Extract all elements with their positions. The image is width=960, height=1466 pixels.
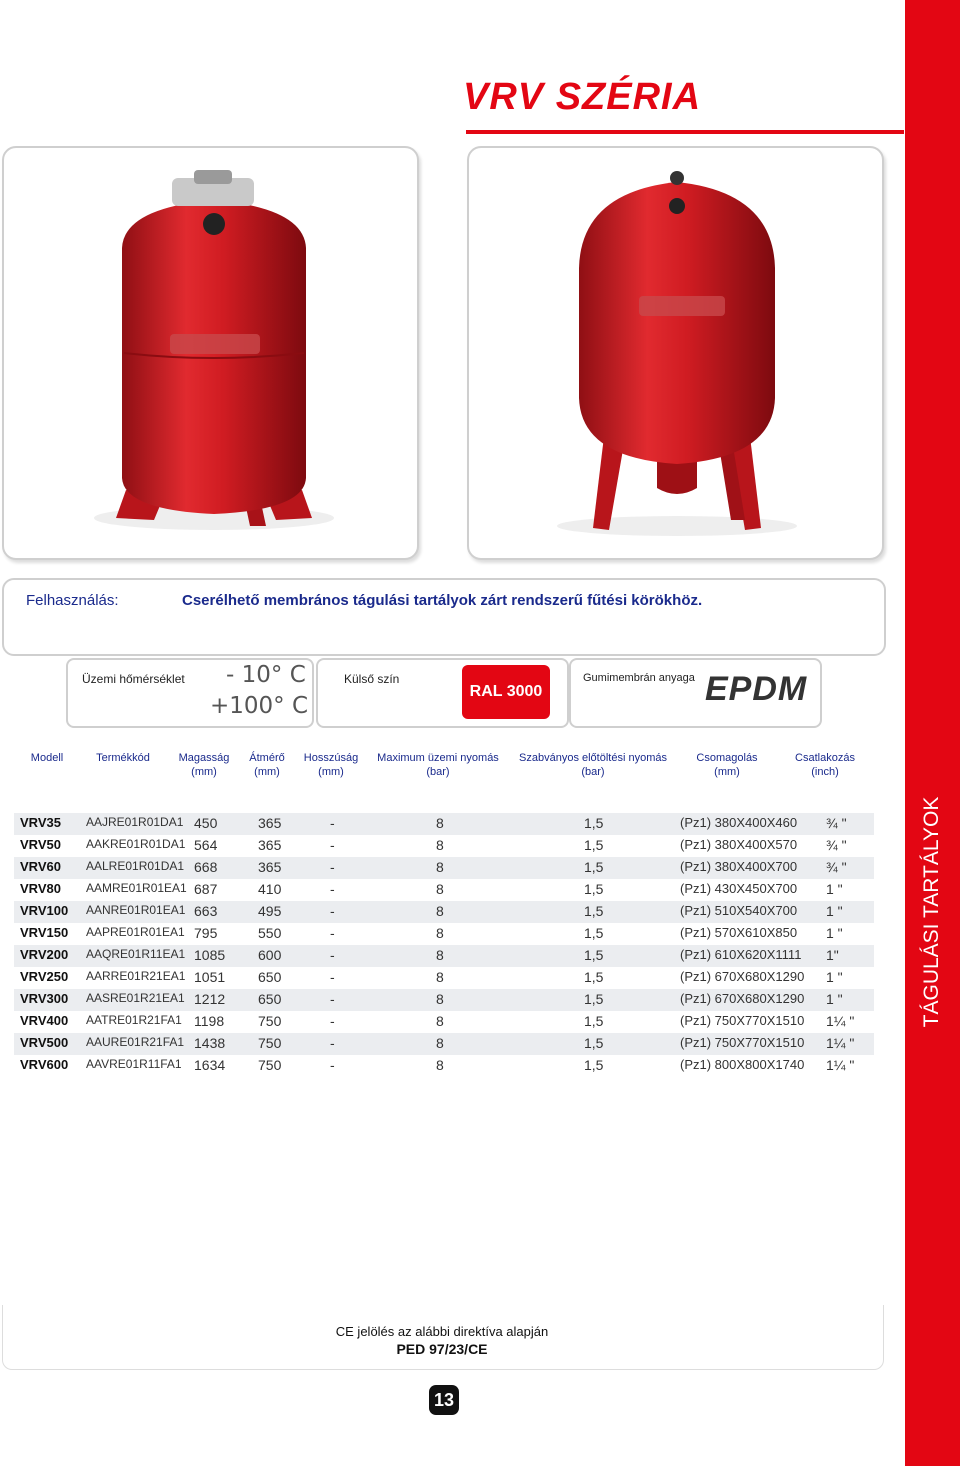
cell-max-pressure: 8 — [436, 1013, 444, 1029]
table-row — [14, 1033, 874, 1055]
cell-diameter: 550 — [258, 925, 282, 941]
cell-code: AAURE01R21FA1 — [86, 1035, 185, 1049]
cell-height: 668 — [194, 859, 218, 875]
cell-model: VRV150 — [20, 925, 69, 940]
col-head-precharge: Szabványos előtöltési nyomás (bar) — [519, 752, 667, 778]
cell-code: AASRE01R21EA1 — [86, 991, 185, 1005]
cell-code: AALRE01R01DA1 — [86, 859, 185, 873]
spec-color — [316, 658, 569, 728]
table-row — [14, 923, 874, 945]
cell-connection: ¾ " — [826, 837, 847, 853]
cell-length: - — [330, 815, 335, 831]
col-head-model: Modell — [30, 752, 64, 764]
cell-packaging: (Pz1) 380X400X700 — [680, 859, 798, 874]
side-bar — [905, 0, 960, 1466]
cell-packaging: (Pz1) 380X400X460 — [680, 815, 798, 830]
cell-length: - — [330, 903, 335, 919]
cell-packaging: (Pz1) 750X770X1510 — [680, 1013, 805, 1028]
cell-model: VRV80 — [20, 881, 61, 896]
cell-length: - — [330, 991, 335, 1007]
usage-box — [2, 578, 886, 656]
cell-packaging: (Pz1) 750X770X1510 — [680, 1035, 805, 1050]
cell-diameter: 365 — [258, 837, 282, 853]
cell-length: - — [330, 1013, 335, 1029]
cell-precharge: 1,5 — [584, 903, 604, 919]
cell-diameter: 365 — [258, 859, 282, 875]
cell-height: 1438 — [194, 1035, 226, 1051]
cell-diameter: 750 — [258, 1035, 282, 1051]
cell-code: AANRE01R01EA1 — [86, 903, 186, 917]
cell-code: AAQRE01R11EA1 — [86, 947, 186, 961]
cell-model: VRV300 — [20, 991, 69, 1006]
cell-height: 663 — [194, 903, 218, 919]
cell-height: 1051 — [194, 969, 226, 985]
section-label: TÁGULÁSI TARTÁLYOK — [920, 796, 943, 1028]
table-row — [14, 1011, 874, 1033]
product-photo-right — [467, 146, 884, 560]
cell-length: - — [330, 947, 335, 963]
red-expansion-tank-flanged-icon — [4, 148, 417, 558]
col-head-diameter: Átmérő (mm) — [249, 752, 285, 778]
cell-connection: 1 " — [826, 881, 843, 897]
cell-packaging: (Pz1) 430X450X700 — [680, 881, 798, 896]
cell-model: VRV400 — [20, 1013, 69, 1028]
membrane-value: EPDM — [705, 670, 808, 708]
cell-height: 1212 — [194, 991, 226, 1007]
cell-max-pressure: 8 — [436, 837, 444, 853]
cell-height: 1198 — [194, 1013, 225, 1029]
cell-code: AAPRE01R01EA1 — [86, 925, 185, 939]
cell-precharge: 1,5 — [584, 1035, 604, 1051]
page-number: 13 — [429, 1385, 459, 1415]
cell-height: 687 — [194, 881, 218, 897]
cell-connection: 1 " — [826, 991, 843, 1007]
table-row — [14, 945, 874, 967]
cell-length: - — [330, 859, 335, 875]
cell-connection: ¾ " — [826, 859, 847, 875]
cell-model: VRV250 — [20, 969, 69, 984]
cell-packaging: (Pz1) 800X800X1740 — [680, 1057, 805, 1072]
cell-connection: 1 " — [826, 925, 843, 941]
ce-directive: PED 97/23/CE — [396, 1341, 488, 1357]
cell-model: VRV100 — [20, 903, 69, 918]
cell-max-pressure: 8 — [436, 903, 444, 919]
cell-max-pressure: 8 — [436, 859, 444, 875]
cell-precharge: 1,5 — [584, 881, 604, 897]
product-photo-left — [2, 146, 419, 560]
cell-diameter: 750 — [258, 1057, 282, 1073]
cell-length: - — [330, 1035, 335, 1051]
cell-model: VRV600 — [20, 1057, 69, 1072]
cell-model: VRV50 — [20, 837, 61, 852]
cell-precharge: 1,5 — [584, 1013, 604, 1029]
table-row — [14, 967, 874, 989]
cell-diameter: 410 — [258, 881, 282, 897]
cell-connection: 1 " — [826, 903, 843, 919]
usage-text: Cserélhető membrános tágulási tartályok zárt rendszerű fűtési körökhöz. — [182, 592, 703, 609]
cell-max-pressure: 8 — [436, 815, 444, 831]
color-label: Külső szín — [344, 672, 400, 686]
cell-height: 564 — [194, 837, 218, 853]
cell-max-pressure: 8 — [436, 925, 444, 941]
red-expansion-tank-legs-icon — [469, 148, 882, 558]
cell-length: - — [330, 969, 335, 985]
cell-code: AAJRE01R01DA1 — [86, 815, 184, 829]
cell-height: 795 — [194, 925, 218, 941]
col-head-length: Hosszúság (mm) — [303, 752, 359, 778]
cell-precharge: 1,5 — [584, 837, 604, 853]
temperature-label: Üzemi hőmérséklet — [82, 672, 185, 686]
cell-height: 450 — [194, 815, 218, 831]
cell-length: - — [330, 925, 335, 941]
cell-max-pressure: 8 — [436, 991, 444, 1007]
cell-max-pressure: 8 — [436, 1035, 444, 1051]
page-title: VRV SZÉRIA — [463, 76, 702, 118]
cell-precharge: 1,5 — [584, 1057, 604, 1073]
cell-connection: 1¼ " — [826, 1057, 855, 1073]
cell-packaging: (Pz1) 670X680X1290 — [680, 969, 805, 984]
cell-model: VRV500 — [20, 1035, 69, 1050]
cell-length: - — [330, 837, 335, 853]
cell-code: AAKRE01R01DA1 — [86, 837, 186, 851]
cell-height: 1085 — [194, 947, 226, 963]
cell-max-pressure: 8 — [436, 1057, 444, 1073]
cell-connection: 1¼ " — [826, 1013, 855, 1029]
col-head-packaging: Csomagolás (mm) — [696, 752, 758, 778]
title-underline — [466, 130, 904, 134]
table-row — [14, 857, 874, 879]
cell-precharge: 1,5 — [584, 859, 604, 875]
cell-model: VRV200 — [20, 947, 69, 962]
table-row — [14, 813, 874, 835]
cell-model: VRV35 — [20, 815, 61, 830]
cell-precharge: 1,5 — [584, 969, 604, 985]
cell-packaging: (Pz1) 670X680X1290 — [680, 991, 805, 1006]
cell-connection: 1 " — [826, 969, 843, 985]
cell-packaging: (Pz1) 570X610X850 — [680, 925, 798, 940]
col-head-max-pressure: Maximum üzemi nyomás (bar) — [377, 752, 499, 778]
ral-color-badge: RAL 3000 — [462, 665, 550, 719]
cell-precharge: 1,5 — [584, 815, 604, 831]
spec-temperature — [66, 658, 314, 728]
cell-code: AAVRE01R11FA1 — [86, 1057, 182, 1071]
membrane-label: Gumimembrán anyaga — [583, 672, 695, 684]
cell-diameter: 495 — [258, 903, 282, 919]
cell-diameter: 365 — [258, 815, 282, 831]
table-row — [14, 879, 874, 901]
cell-max-pressure: 8 — [436, 969, 444, 985]
ce-marking-text: CE jelölés az alábbi direktíva alapján — [335, 1324, 549, 1339]
cell-length: - — [330, 1057, 335, 1073]
usage-label: Felhasználás: — [26, 592, 119, 609]
col-head-height: Magasság (mm) — [178, 752, 230, 778]
spec-membrane — [569, 658, 822, 728]
col-head-connection: Csatlakozás (inch) — [795, 752, 855, 778]
cell-code: AARRE01R21EA1 — [86, 969, 186, 983]
cell-connection: 1" — [826, 947, 839, 963]
cell-max-pressure: 8 — [436, 947, 444, 963]
cell-length: - — [330, 881, 335, 897]
table-row — [14, 989, 874, 1011]
cell-precharge: 1,5 — [584, 947, 604, 963]
cell-code: AAMRE01R01EA1 — [86, 881, 187, 895]
cell-diameter: 600 — [258, 947, 282, 963]
cell-packaging: (Pz1) 380X400X570 — [680, 837, 798, 852]
col-head-code: Termékkód — [96, 752, 150, 764]
cell-diameter: 650 — [258, 969, 282, 985]
cell-model: VRV60 — [20, 859, 61, 874]
cell-height: 1634 — [194, 1057, 226, 1073]
cell-connection: 1¼ " — [826, 1035, 855, 1051]
temperature-max: +100° C — [210, 693, 309, 719]
cell-packaging: (Pz1) 510X540X700 — [680, 903, 798, 918]
cell-diameter: 750 — [258, 1013, 282, 1029]
temperature-min: - 10° C — [226, 662, 306, 688]
table-row — [14, 835, 874, 857]
cell-max-pressure: 8 — [436, 881, 444, 897]
cell-diameter: 650 — [258, 991, 282, 1007]
cell-precharge: 1,5 — [584, 925, 604, 941]
cell-code: AATRE01R21FA1 — [86, 1013, 182, 1027]
table-row — [14, 1055, 874, 1077]
cell-precharge: 1,5 — [584, 991, 604, 1007]
cell-connection: ¾ " — [826, 815, 847, 831]
cell-packaging: (Pz1) 610X620X1111 — [680, 947, 802, 962]
table-row — [14, 901, 874, 923]
